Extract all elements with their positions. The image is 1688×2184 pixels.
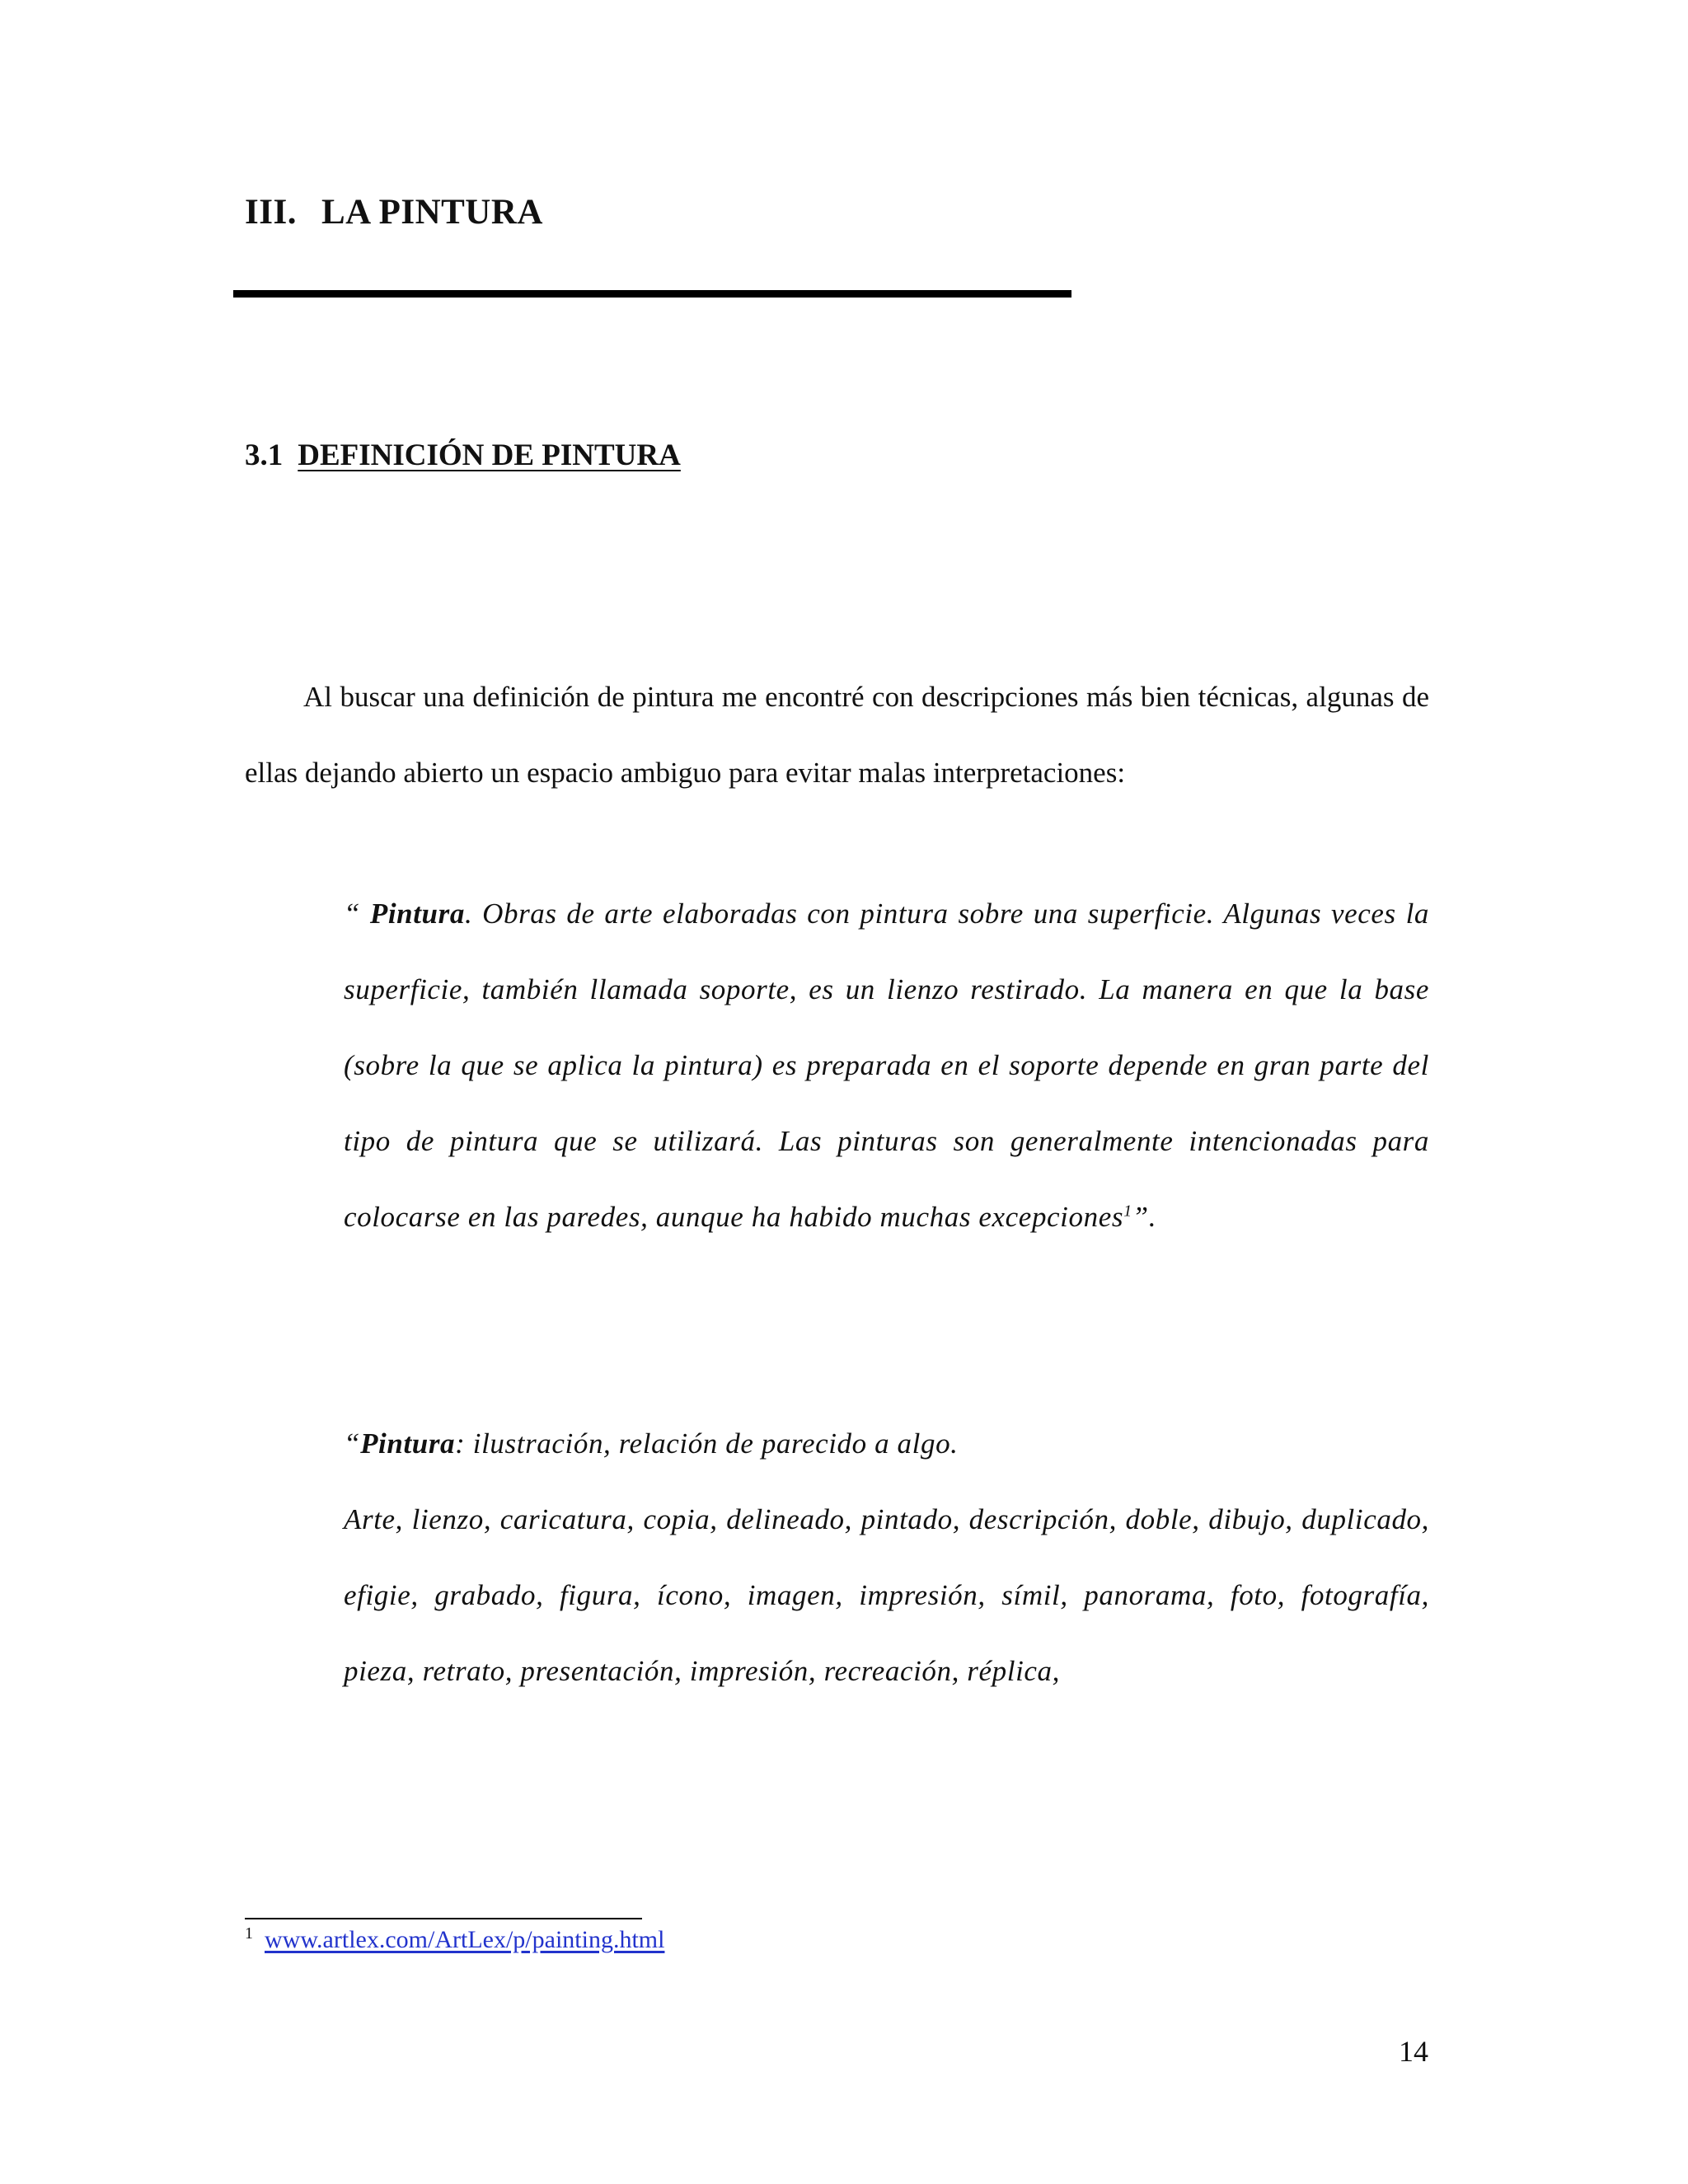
footnote-divider bbox=[245, 1918, 642, 1919]
section-title-text: DEFINICIÓN DE PINTURA bbox=[298, 438, 681, 472]
quote-term: Pintura bbox=[360, 1427, 456, 1460]
quote-open-mark: “ bbox=[344, 898, 370, 930]
page-number: 14 bbox=[1399, 2035, 1428, 2068]
footnote-mark: 1 bbox=[245, 1924, 253, 1943]
quote-definition-2 bbox=[344, 1406, 1429, 1709]
quote-body: . Obras de arte elaboradas con pintura sobre una superficie. Algunas veces la superficie, también llamada soporte, es un lienzo restirado. La manera en que la base (sobre la que se aplica la pintura) es preparada en el soporte depende en gran parte del tipo de pintura que se utilizará. Las pinturas son generalmente intencionadas para colocarse en las paredes, aunque ha habido muchas excepciones bbox=[344, 898, 1429, 1233]
quote-definition: : ilustración, relación de parecido a algo. bbox=[455, 1427, 959, 1460]
chapter-divider bbox=[233, 290, 1071, 298]
footnote-reference[interactable]: 1 bbox=[1123, 1202, 1132, 1221]
quote-term: Pintura bbox=[369, 898, 465, 930]
footnote-link[interactable]: www.artlex.com/ArtLex/p/painting.html bbox=[265, 1926, 665, 1953]
chapter-number: III. bbox=[245, 193, 297, 232]
section-title bbox=[245, 438, 681, 473]
chapter-title-text: LA PINTURA bbox=[321, 193, 543, 232]
quote-close-mark: ”. bbox=[1132, 1201, 1157, 1233]
section-number: 3.1 bbox=[245, 438, 284, 472]
chapter-title bbox=[245, 192, 543, 232]
quote-definition-1 bbox=[344, 876, 1429, 1255]
quote-open-mark: “ bbox=[344, 1427, 361, 1460]
intro-paragraph: Al buscar una definición de pintura me encontré con descripciones más bien técnicas, algunas de ellas dejando abierto un espacio ambiguo para evitar malas interpretaciones: bbox=[245, 681, 1429, 789]
footnote bbox=[245, 1924, 664, 1954]
quote-first-line bbox=[344, 1406, 1429, 1482]
quote-synonyms: Arte, lienzo, caricatura, copia, delineado, pintado, descripción, doble, dibujo, duplicado, efigie, grabado, figura, ícono, imagen, impresión, símil, panorama, foto, fotografía, pieza, retrato, presentación, impresión, recreación, réplica, bbox=[344, 1503, 1429, 1687]
